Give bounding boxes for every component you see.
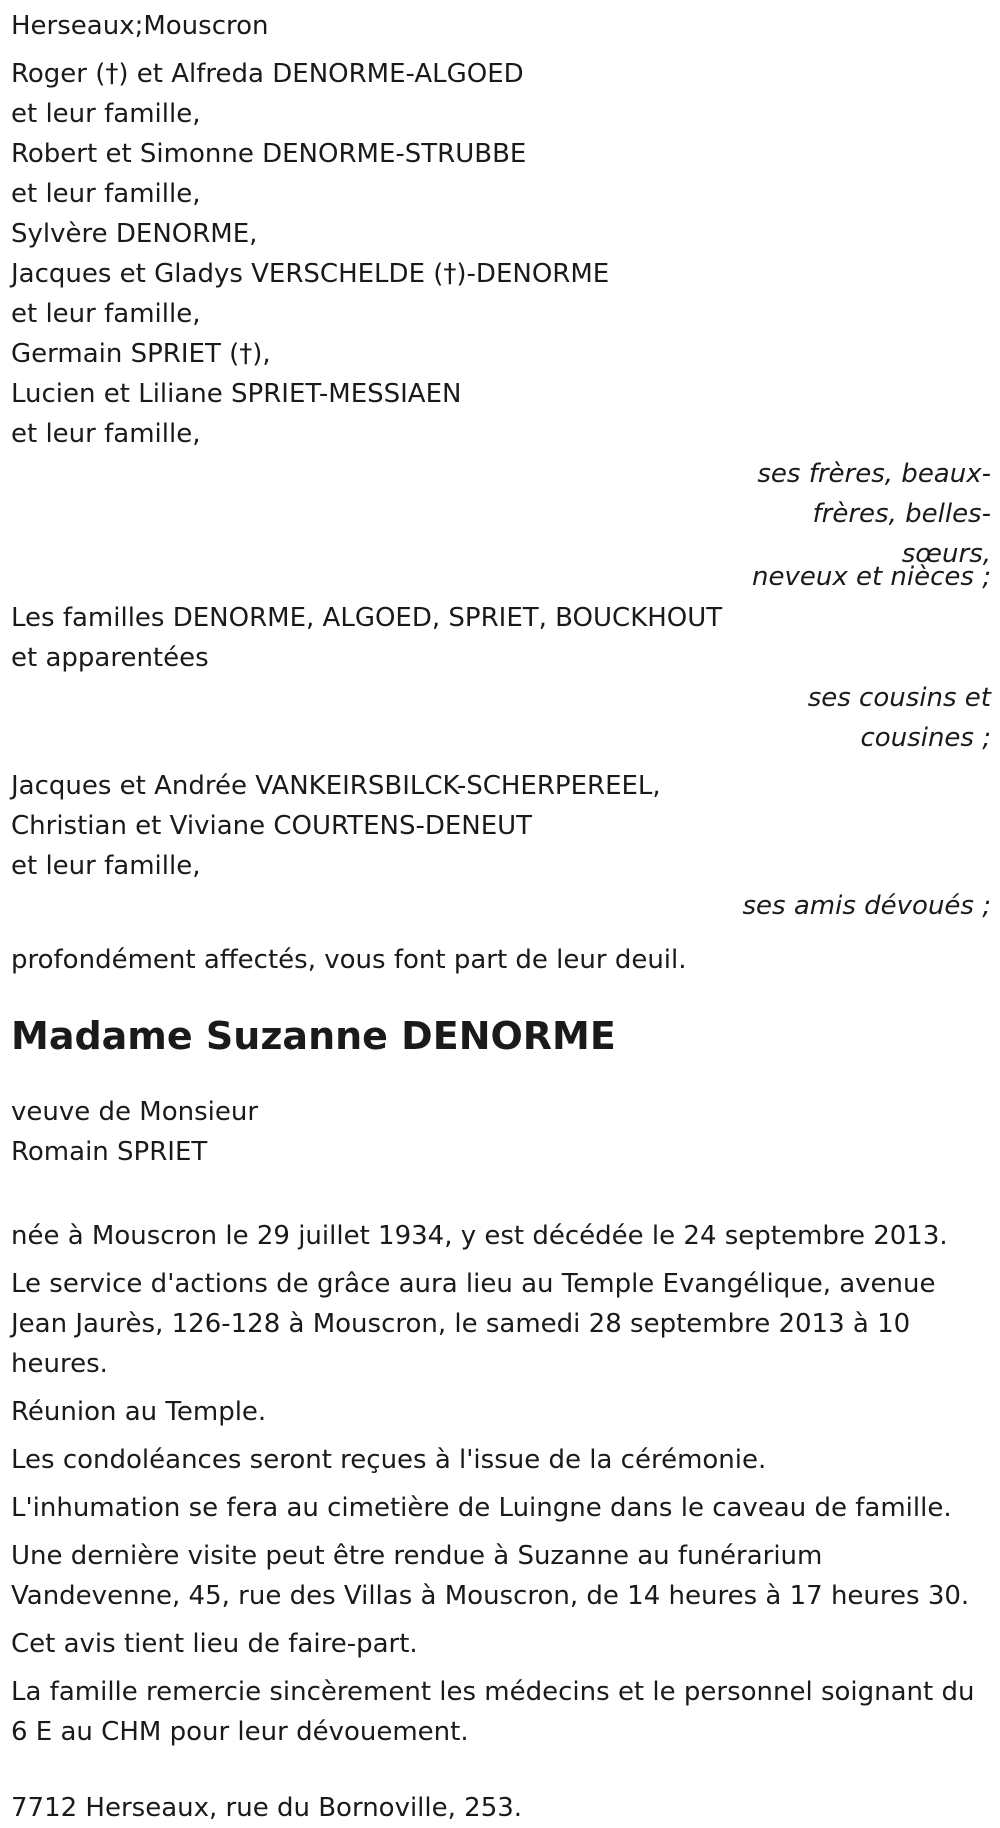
spouse-line: Romain SPRIET [11, 1137, 208, 1167]
family-line: et leur famille, [11, 851, 201, 881]
family-group-friends [11, 766, 991, 926]
family-line: Jacques et Gladys VERSCHELDE (†)-DENORME [11, 259, 610, 289]
details-section [11, 1216, 991, 1752]
detail-paragraph: Réunion au Temple. [11, 1397, 267, 1427]
family-group-relatives [11, 598, 991, 758]
family-line: et leur famille, [11, 419, 201, 449]
detail-paragraph: Cet avis tient lieu de faire-part. [11, 1629, 418, 1659]
family-line: Germain SPRIET (†), [11, 339, 271, 369]
detail-paragraph: Les condoléances seront reçues à l'issue de la cérémonie. [11, 1445, 767, 1475]
location-header: Herseaux;Mouscron [11, 11, 269, 41]
obituary-notice [11, 0, 991, 1828]
family-line: et apparentées [11, 643, 209, 673]
family-line: Lucien et Liliane SPRIET-MESSIAEN [11, 379, 462, 409]
family-line: Christian et Viviane COURTENS-DENEUT [11, 811, 533, 841]
relationship-label-friends [11, 886, 991, 926]
detail-paragraph: née à Mouscron le 29 juillet 1934, y est décédée le 24 septembre 2013. [11, 1221, 948, 1251]
spouse-line: veuve de Monsieur [11, 1097, 259, 1127]
family-line: Les familles DENORME, ALGOED, SPRIET, BOUCKHOUT [11, 603, 723, 633]
family-line: Jacques et Andrée VANKEIRSBILCK-SCHERPEREEL, [11, 771, 661, 801]
family-line: et leur famille, [11, 299, 201, 329]
announcement-text: profondément affectés, vous font part de leur deuil. [11, 945, 687, 975]
family-group-siblings [11, 54, 991, 590]
role-line: neveux et nièces ; [751, 562, 991, 592]
detail-paragraph: Le service d'actions de grâce aura lieu au Temple Evangélique, avenue Jean Jaurès, 126-128 à Mouscron, le samedi 28 septembre 2013 à 10 heures. [11, 1269, 936, 1379]
family-line: Sylvère DENORME, [11, 219, 258, 249]
deceased-name: Madame Suzanne DENORME [11, 1014, 616, 1058]
role-line: ses frères, beaux- [757, 459, 991, 489]
relationship-label-cousins [11, 678, 991, 758]
detail-paragraph: La famille remercie sincèrement les médecins et le personnel soignant du 6 E au CHM pour leur dévouement. [11, 1677, 975, 1747]
relationship-label-siblings [11, 454, 991, 590]
family-line: et leur famille, [11, 179, 201, 209]
detail-paragraph: Une dernière visite peut être rendue à Suzanne au funérarium Vandevenne, 45, rue des Villas à Mouscron, de 14 heures à 17 heures 30. [11, 1541, 970, 1611]
role-line: sœurs, [901, 539, 991, 569]
role-line: ses amis dévoués ; [742, 891, 991, 921]
family-line: Robert et Simonne DENORME-STRUBBE [11, 139, 527, 169]
role-line: frères, belles- [812, 499, 991, 529]
family-line: et leur famille, [11, 99, 201, 129]
family-line: Roger (†) et Alfreda DENORME-ALGOED [11, 59, 524, 89]
role-line: cousines ; [860, 723, 991, 753]
address-footer: 7712 Herseaux, rue du Bornoville, 253. [11, 1793, 523, 1823]
role-line: ses cousins et [807, 683, 991, 713]
detail-paragraph: L'inhumation se fera au cimetière de Luingne dans le caveau de famille. [11, 1493, 952, 1523]
